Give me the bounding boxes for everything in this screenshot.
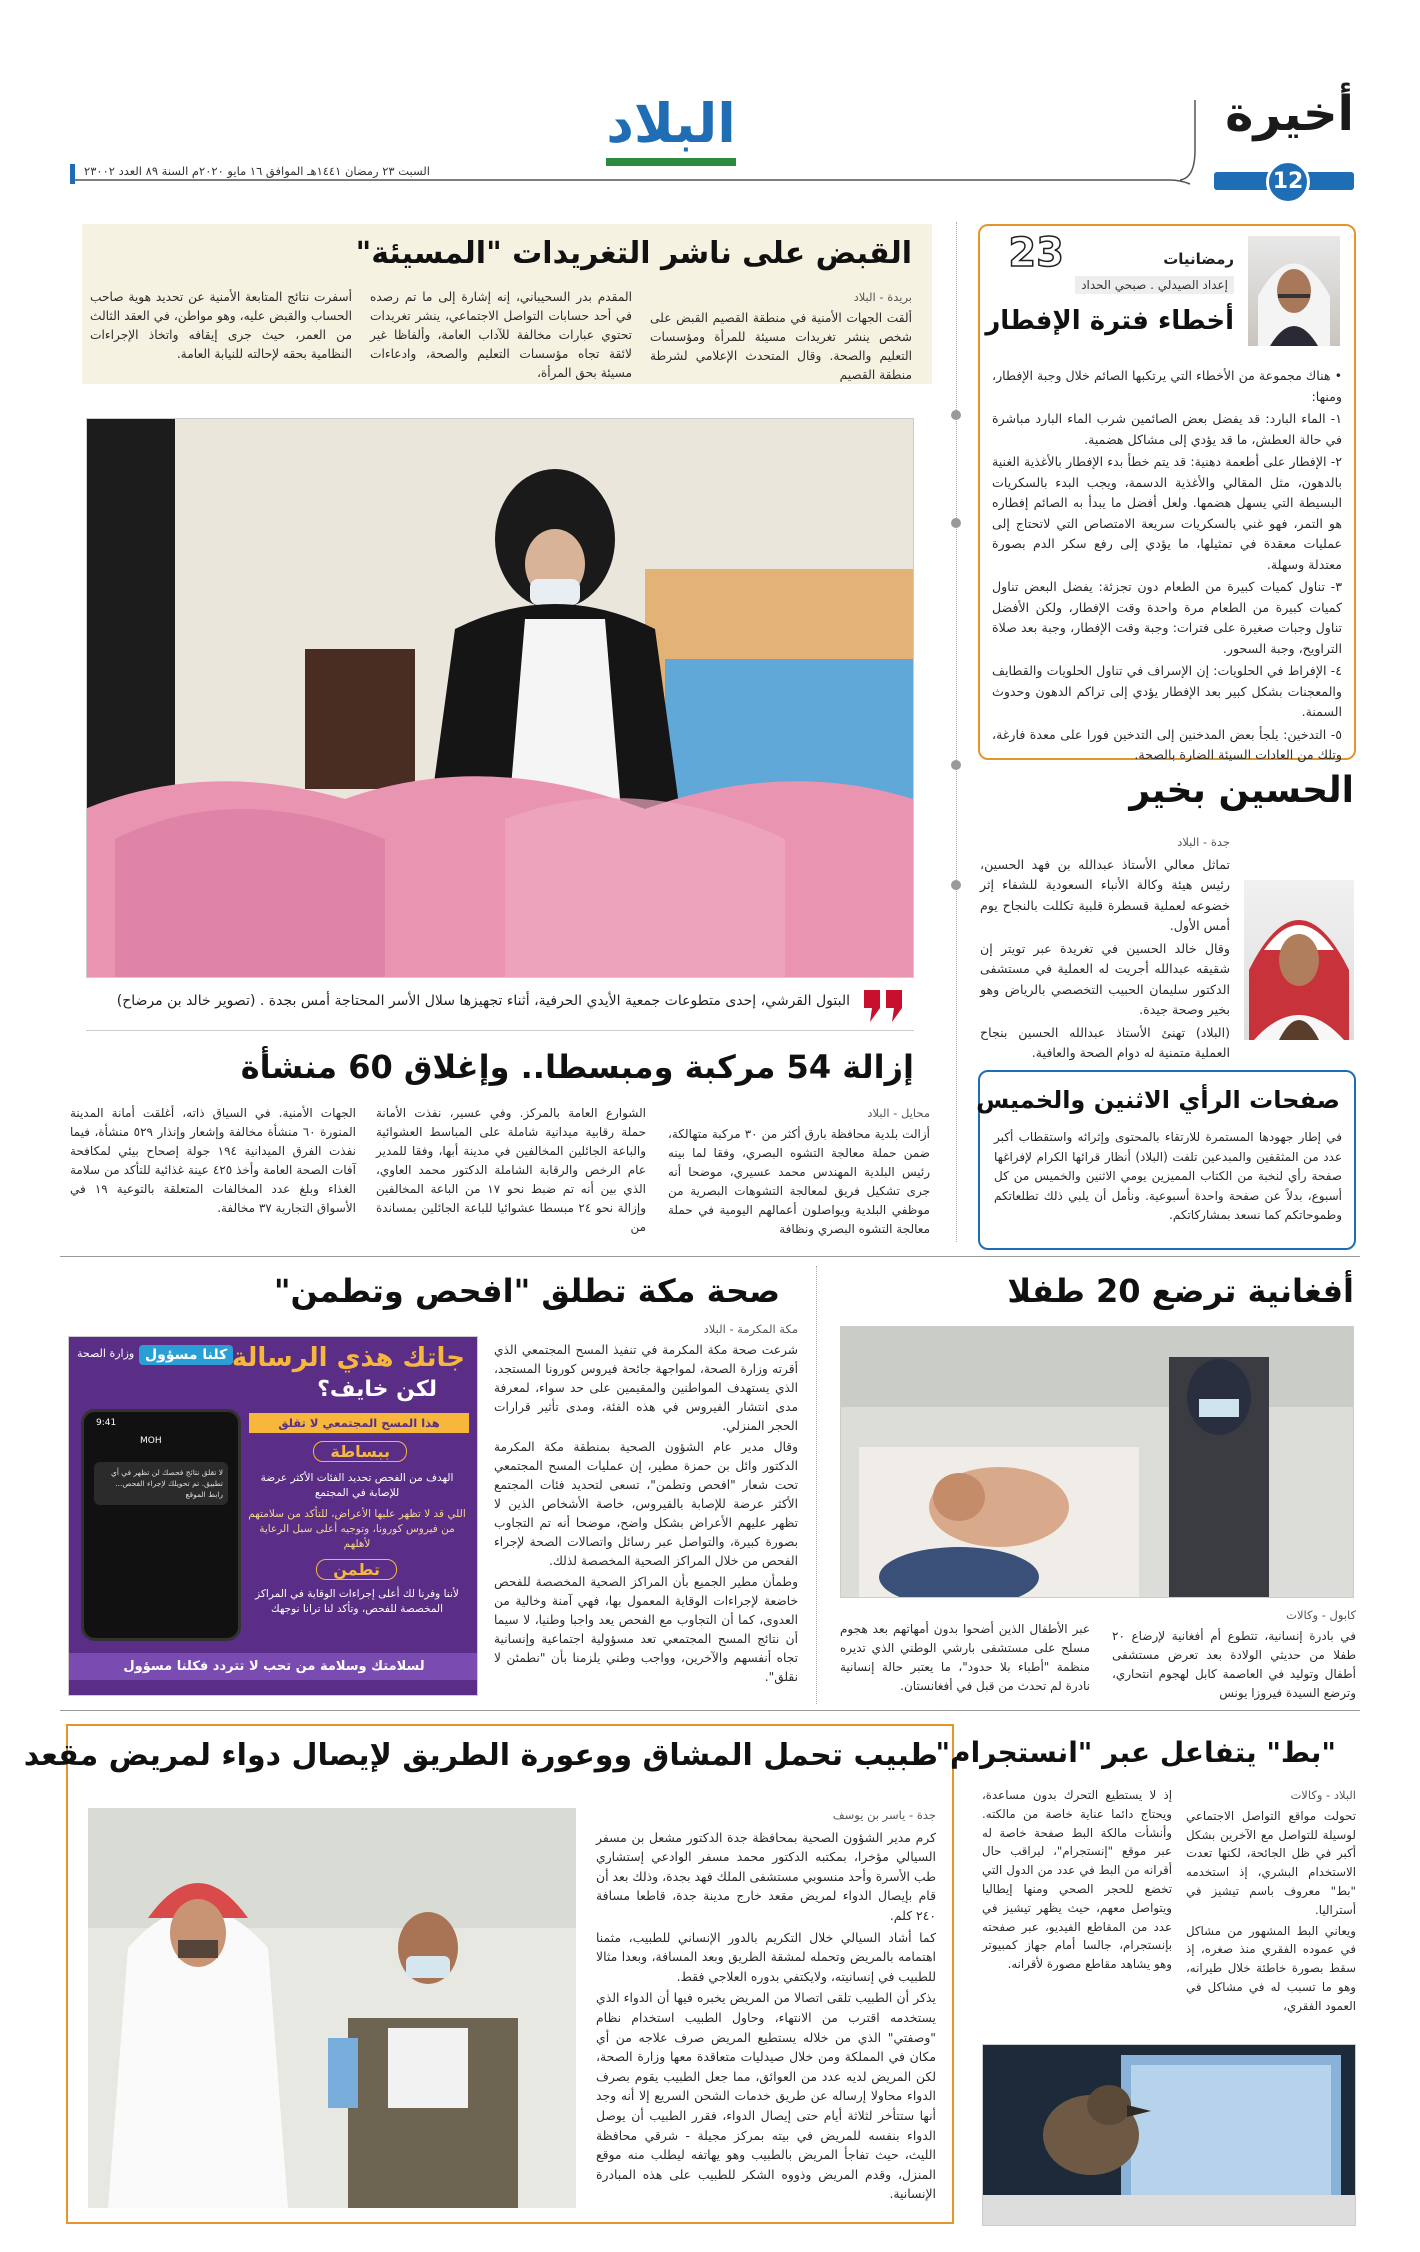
afghan-photo — [840, 1326, 1354, 1598]
phone-sender: MOH — [140, 1436, 162, 1446]
poster-subline: لكن خايف؟ — [317, 1377, 437, 1402]
doctor-dateline: جدة - ياسر بن يوسف — [832, 1808, 936, 1822]
afghan-dateline: كابول - وكالات — [1286, 1608, 1356, 1622]
author-photo — [1248, 236, 1340, 346]
main-photo — [86, 418, 914, 978]
husain-portrait-icon — [1244, 880, 1354, 1040]
separator-dot — [951, 410, 961, 420]
separator-dot — [951, 518, 961, 528]
column-paragraph: ٥- التدخين: يلجأ بعض المدخنين إلى التدخين فورا على معدة فارغة، وتلك من العادات السيئة الضارة بالصحة. — [992, 726, 1342, 762]
poster-line-1: الهدف من الفحص تحديد الفئات الأكثر عرضة للإصابة في المجتمع — [260, 1472, 454, 1499]
section-title: أخيرة — [1225, 86, 1354, 142]
section-rule — [60, 1256, 1360, 1257]
column-author: إعداد الصيدلي . صبحي الحداد — [1075, 276, 1234, 294]
poster-line-3: لأننا وفرنا لك أعلى إجراءات الوقاية في المراكز المخصصة للفحص، وتأكد لنا ترانا نوجهك — [255, 1588, 459, 1615]
duck-dateline: البلاد - وكالات — [1290, 1788, 1356, 1802]
removal-dateline: محايل - البلاد — [867, 1106, 930, 1120]
arrest-paragraph: ألقت الجهات الأمنية في منطقة القصيم القبض على شخص ينشر تغريدات مسيئة للمرأة ومؤسسات التعليم والصحة. وقال المتحدث الإعلامي لشرطة منطقة القصيم — [650, 311, 912, 382]
logo-wordmark: البلاد — [606, 92, 736, 155]
column-paragraph: ٤- الإفراط في الحلويات: إن الإسراف في تناول الحلويات والقطايف والمعجنات بشكل كبير بعد الإفطار يؤدي إلى تراكم الدهون وحدوث السمنة. — [992, 663, 1342, 719]
duck-headline: "بط" يتفاعل عبر "انستجرام" — [935, 1736, 1336, 1769]
column-body — [992, 366, 1342, 768]
arrest-col-2 — [370, 288, 632, 385]
column-paragraph: ١- الماء البارد: قد يفضل بعض الصائمين شرب الماء البارد مباشرة في حالة العطش، ما قد يؤدي إلى مشاكل هضمية. — [992, 411, 1342, 447]
duck-col-2 — [982, 1786, 1172, 1976]
doctor-paragraph: يذكر أن الطبيب تلقى اتصالا من المريض يخبره فيها أن الدواء الذي يستخدمه اقترب من الانتهاء، وحاول الطبيب استخدام نظام "وصفتي" الذي من خلاله يستطيع المريض صرف علاجه من أي مكان في المملكة ومن خلال صيدليات متعاقدة معها وزارة الصحة، لكن المريض لديه عدد من العوائق، مما جعل الطبيب يقوم بصرف الدواء محاولا إرساله عن طريق خدمات الشحن السريع إلا أنه وجد أنها ستتأخر لثلاثة أيام حتى إيصال الدواء، فقرر الطبيب أن يوصل الدواء بنفسه للمريض في بيته بمركز مجيلة - شرقي محافظة الليث، حيث تفاجأ المريض بالطبيب وهو يهاتفه ليطلب منه موقع المنزل، وقدم المريض وذووه الشكر للطبيب على هذه المبادرة الإنسانية. — [596, 1990, 936, 2202]
poster-footer: لسلامتك وسلامة من تحب لا تتردد فكلنا مسؤول — [69, 1653, 478, 1680]
section-rule — [60, 1710, 1360, 1711]
husain-body — [980, 832, 1230, 1066]
opinion-box — [978, 1070, 1356, 1250]
poster-ministry: وزارة الصحة — [77, 1347, 135, 1360]
husain-headline: الحسين بخير — [1129, 770, 1354, 811]
removal-paragraph: أزالت بلدية محافظة بارق أكثر من ٣٠ مركبة متهالكة، ضمن حملة معالجة التشوه البصري، وفقا لما بينه رئيس البلدية المهندس محمد عسيري، موضحا أنه جرى تشكيل فريق لمعالجة التشوهات البصرية من موظفي البلدية ويواصلون أعمالهم اليومية في حملة معالجة التشوه البصري ونظافة — [668, 1127, 930, 1236]
issue-line — [70, 164, 430, 184]
column-separator — [816, 1266, 817, 1704]
health-paragraph: شرعت صحة مكة المكرمة في تنفيذ المسح المجتمعي الذي أقرته وزارة الصحة، لمواجهة جائحة فيروس كورونا المستجد، الذي يستهدف المواطنين والمقيمين على حد سواء، لمعرفة مدى انتشار الفيروس في هذه الفئة، ومدى تأثير قرارات الحجر المنزلي. — [494, 1343, 798, 1433]
caption-rule — [86, 1030, 914, 1031]
doctor-body — [596, 1806, 936, 2206]
column-paragraph: ٣- تناول كميات كبيرة من الطعام دون تجزئة: يفضل البعض تناول كميات كبيرة من الطعام مرة واحدة وقت الإفطار، ولكن الأفضل تناول وجبات صغيرة على فترات: وجبة وقت الإفطار، وجبة بعد صلاة التراويح، وجبة السحور. — [992, 579, 1342, 656]
doctor-box — [23, 1724, 954, 2224]
health-dateline: مكة المكرمة - البلاد — [703, 1322, 798, 1336]
arrest-headline: القبض على ناشر التغريدات "المسيئة" — [355, 236, 912, 271]
duck-photo — [982, 2044, 1356, 2226]
opinion-headline: صفحات الرأي الاثنين والخميس — [976, 1086, 1340, 1114]
husain-dateline: جدة - البلاد — [1177, 835, 1230, 849]
masthead — [0, 0, 1420, 200]
afghan-col-1 — [1112, 1606, 1356, 1705]
arrest-col-3 — [90, 288, 352, 366]
poster-tag-2: تطمن — [316, 1559, 397, 1580]
health-body — [494, 1320, 798, 1689]
column-title: أخطاء فترة الإفطار — [985, 306, 1234, 336]
health-paragraph: وقال مدير عام الشؤون الصحية بمنطقة مكة المكرمة الدكتور وائل بن حمزة مطير، إن عمليات المسح المجتمعي تحت شعار "افحص وتطمن"، تسعى لتحديد فئات المجتمع الأكثر عرضة للإصابة بالفيروس، خاصة الأشخاص الذين لا تظهر عليهم الأعراض بشكل واضح، موضحا أنه تم التجاوب بصورة كبيرة، والتواصل عبر رسائل واتصالات الصحة لإجراء الفحص من خلال المراكز الصحية المخصصة لذلك. — [494, 1440, 798, 1568]
duck-paragraph: ويعاني البط المشهور من مشاكل في عموده الفقري منذ صغره، إذ سقط بصورة خاطئة خلال طيرانه، وهو ما تسبب له في مشاكل في العمود الفقري، — [1186, 1923, 1356, 2013]
volunteer-packing-photo — [86, 419, 913, 978]
column-series: رمضانيات — [1163, 250, 1234, 268]
afghan-headline: أفغانية ترضع 20 طفلا — [1007, 1272, 1354, 1310]
duck-paragraph: تحولت مواقع التواصل الاجتماعي لوسيلة للتواصل مع الآخرين بشكل أكبر في ظل الجائحة، لكنها تعدت الاستخدام البشري، إذ استخدمه "بط" معروف باسم تيشيز في أستراليا. — [1186, 1808, 1356, 1917]
logo-underline — [606, 158, 736, 166]
husain-paragraph: تماثل معالي الأستاذ عبدالله بن فهد الحسين، رئيس هيئة وكالة الأنباء السعودية للشفاء إثر خضوعه لعملية قسطرة قلبية تكللت بالنجاح يوم أمس الأول. — [980, 856, 1230, 933]
afghan-paragraph: في بادرة إنسانية، تتطوع أم أفغانية لإرضاع ٢٠ طفلا من حديثي الولادة بعد تعرض مستشفى أطفال وتوليد في العاصمة كابل لهجوم انتحاري، وترضع السيدة فيروزا يونس — [1112, 1629, 1356, 1700]
arrest-box — [82, 224, 932, 384]
main-photo-caption: البتول القرشي، إحدى متطوعات جمعية الأيدي الحرفية، أثناء تجهيزها سلال الأسر المحتاجة أمس بجدة . (تصوير خالد بن مرضاح) — [116, 993, 850, 1009]
page-number-badge: 12 — [1266, 160, 1310, 204]
husain-paragraph: وقال خالد الحسين في تغريدة عبر تويتر إن شقيقه عبدالله أجريت له العملية في مستشفى الدكتور سليمان الحبيب التخصصي بالرياض وهو بخير وصحة جيدة. — [980, 940, 1230, 1017]
poster-tag-1: ببساطة — [313, 1441, 407, 1462]
phone-sms: لا تقلق نتائج فحصك لن تظهر في أي تطبيق. تم تحويلك لإجراء الفحص... رابط الموقع — [94, 1462, 228, 1505]
quote-mark-icon — [860, 988, 908, 1024]
separator-dot — [951, 760, 961, 770]
column-box — [978, 224, 1356, 760]
arrest-paragraph: أسفرت نتائج المتابعة الأمنية عن تحديد هوية صاحب الحساب والقبض عليه، وهو مواطن، في العقد الثالث من العمر، حيث جرى إيقافه واتخاذ الإجراءات النظامية بحقه لإحالته للنيابة العامة. — [90, 290, 352, 361]
removal-paragraph: الشوارع العامة بالمركز. وفي عسير، نفذت الأمانة حملة رقابية ميدانية شاملة على المباسط العشوائية والباعة الجائلين المخالفين في مدينة أبها، وفقا للمدير عام الرخص والرقابة الشاملة الدكتور محمد العاوي، الذي بين أنه تم ضبط نحو ١٧ من الباعة المخالفين وإزالة نحو ٢٤ مبسطا عشوائيا للباعة الجائلين بمساندة من — [376, 1106, 646, 1234]
poster-brand: كلنا مسؤول — [139, 1345, 233, 1365]
arrest-dateline: بريدة - البلاد — [853, 290, 912, 304]
health-paragraph: وطمأن مطير الجميع بأن المراكز الصحية المخصصة للفحص خاضعة لإجراءات الوقاية المعمول بها، فهي آمنة وخالية من العدوى، كما أن التجاوب مع الفحص يعد واجبا وطنيا، لا سيما أن نتائج المسح المجتمعي تعد مسؤولية اجتماعية وإنسانية تجاه أنفسهم والآخرين، وواجب وطني يلزمنا بأن "نطمئن لا نقلق". — [494, 1575, 798, 1684]
doctor-paragraph: كرم مدير الشؤون الصحية بمحافظة جدة الدكتور مشعل بن مسفر السيالي مؤخرا، بمكتبه الدكتور محمد مسفر الوادعي إستشاري طب الأسرة وأحد منسوبي مستشفى الملك فهد بجدة، وذلك بعد أن قام بإيصال الدواء لمريض مقعد خارج مدينة جدة، قاطعا مسافة ٢٤٠ كلم. — [596, 1829, 936, 1923]
removal-paragraph: الجهات الأمنية. في السياق ذاته، أغلقت أمانة المدينة المنورة ٦٠ منشأة مخالفة وإشعار وإنذار ٥٢٩ منشأة، فيما نفذت الفرق الميدانية ١٩٤ جولة إصحاح بيئي لمكافحة آفات الصحة العامة وأخذ ٤٢٥ عينة غذائية للتأكد من سلامة الغذاء وبلغ عدد المخالفات المتعلقة بالتوعية ١٩ في الأسواق التجارية ٣٧ مخالفة. — [70, 1106, 356, 1215]
afghan-col-2 — [840, 1620, 1090, 1698]
column-separator — [956, 222, 957, 1242]
doctor-award-photo — [88, 1808, 576, 2208]
column-paragraph: ٢- الإفطار على أطعمة دهنية: قد يتم خطأ بدء الإفطار بالأغذية الغنية بالدهون، مثل المقالي والأغذية الدسمة، ويجب البدء بالسكريات البسيطة التي يسهل هضمها. ولعل أفضل ما يبدأ به الصائم إفطاره هو التمر، فهو غني بالسكريات سريعة الامتصاص التي لاتحتاج إلى عمليات معقدة في تمثيلها، ما يؤدي إلى رفع سكر الدم بصورة معتدلة وسهلة. — [992, 454, 1342, 572]
duck-paragraph: إذ لا يستطيع التحرك بدون مساعدة، ويحتاج دائما عناية خاصة من مالكته. وأنشأت مالكة البط صفحة خاصة له عبر موقع "إنستجرام"، ليراقب حال أقرانه من البط في عدد من الدول التي تخضع للحجر الصحي ومنها إيطاليا ويتواصل معهم، حيث يظهر تيشيز في عدد من المقاطع الفيديو، عبر صفحته بإنستجرام، جالسا أمام جهاز كمبيوتر وهو يشاهد مقاطع مصورة لأقرانه. — [982, 1788, 1172, 1972]
poster-line-2: اللي قد لا تظهر عليها الأعراض، للتأكد من سلامتهم من فيروس كورونا، وتوجيه أعلى سبل الرعاية لأهلهم — [248, 1508, 466, 1550]
doctor-paragraph: كما أشاد السيالي خلال التكريم بالدور الإنساني للطبيب، مثمنا اهتمامه بالمريض وتحمله لمشقة الطريق وبعد المسافة، وبعدا مثالا للطبيب في إنسانيته، ولايكتفي بدوره العلاجي فقط. — [596, 1929, 936, 1984]
newspaper-logo — [596, 92, 746, 182]
column-paragraph: • هناك مجموعة من الأخطاء التي يرتكبها الصائم خلال وجبة الإفطار، ومنها: — [992, 368, 1342, 404]
doctor-photo — [88, 1808, 576, 2208]
author-portrait-icon — [1248, 236, 1340, 346]
poster-headline: جاتك هذي الرسالة — [231, 1343, 465, 1373]
removal-headline: إزالة 54 مركبة ومبسطا.. وإغلاق 60 منشأة — [240, 1048, 914, 1086]
poster-banner: هذا المسح المجتمعي لا تقلق — [249, 1413, 469, 1433]
arrest-col-1 — [650, 288, 912, 387]
afghan-paragraph: عبر الأطفال الذين أضحوا بدون أمهاتهم بعد هجوم مسلح على مستشفى بارشي الوطني الذي تديره منظمة "أطباء بلا حدود"، ما يعتبر حالة إنسانية نادرة لم تحدث من قبل في أفغانستان. — [840, 1622, 1090, 1693]
health-headline: صحة مكة تطلق "افحص وتطمن" — [273, 1272, 780, 1310]
awareness-poster — [68, 1336, 478, 1696]
opinion-text: في إطار جهودها المستمرة للارتقاء بالمحتوى وإثرائه واستقطاب أكبر عدد من المثقفين والمبدعين تلفت (البلاد) أنظار قرائها الكرام لإفراغها صفحة رأي لنخبة من الكتاب المميزين يومي الاثنين والخميس من كل أسبوع، بدلاً عن صفحة واحدة أسبوعية. ونأمل أن يلبي ذلك تطلعاتكم وطموحاتكم كما نسعد بمشاركاتكم. — [994, 1130, 1342, 1222]
separator-dot — [951, 880, 961, 890]
column-number: 23 — [1008, 230, 1064, 276]
husain-paragraph: (البلاد) تهنئ الأستاذ عبدالله الحسين بنجاح العملية متمنية له دوام الصحة والعافية. — [980, 1024, 1230, 1060]
removal-col-1 — [668, 1104, 930, 1241]
removal-col-3 — [70, 1104, 356, 1220]
doctor-headline: طبيب تحمل المشاق ووعورة الطريق لإيصال دواء لمريض مقعد — [23, 1738, 938, 1773]
phone-time: 9:41 — [96, 1418, 117, 1428]
duck-computer-photo — [982, 2045, 1355, 2226]
mother-nursing-photo — [840, 1327, 1353, 1598]
husain-photo — [1244, 880, 1354, 1040]
issue-date: السبت ٢٣ رمضان ١٤٤١هـ الموافق ١٦ مايو ٢٠٢٠م السنة ٨٩ العدد ٢٣٠٠٢ — [84, 164, 430, 178]
arrest-paragraph: المقدم بدر السحيباني، إنه إشارة إلى ما تم رصده في أحد حسابات التواصل الاجتماعي، ينشر تغريدات تحتوي عبارات مخالفة للآداب العامة، وألفاظا غير لائقة تجاه مؤسسات التعليم والصحة، وادعاءات مسيئة بحق المرأة، — [370, 290, 632, 380]
duck-col-1 — [1186, 1786, 1356, 2018]
removal-col-2 — [376, 1104, 646, 1239]
phone-mockup — [81, 1409, 241, 1641]
caption-mark — [860, 988, 908, 1024]
